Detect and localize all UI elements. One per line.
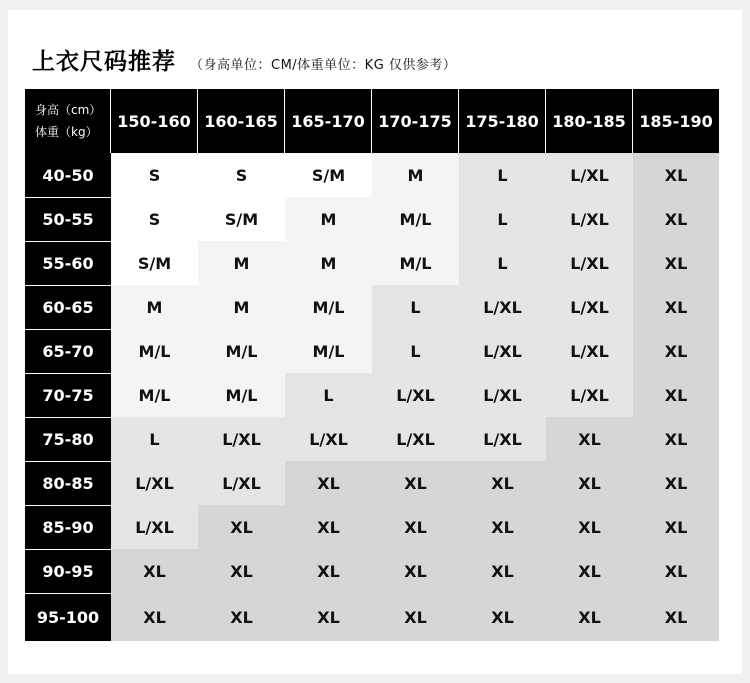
size-cell: XL	[372, 593, 459, 641]
size-cell: XL	[633, 329, 719, 373]
size-cell: L	[111, 417, 198, 461]
size-cell: L/XL	[546, 285, 633, 329]
size-cell: S	[111, 153, 198, 197]
size-cell: XL	[198, 505, 285, 549]
size-cell: L/XL	[459, 285, 546, 329]
size-cell: XL	[198, 549, 285, 593]
size-cell: XL	[459, 549, 546, 593]
size-cell: M/L	[111, 373, 198, 417]
weight-row-header: 75-80	[25, 417, 111, 461]
size-cell: XL	[285, 461, 372, 505]
height-header: 185-190	[633, 89, 719, 153]
size-cell: L/XL	[111, 505, 198, 549]
size-cell: L/XL	[285, 417, 372, 461]
size-cell: L/XL	[546, 197, 633, 241]
weight-row-header: 85-90	[25, 505, 111, 549]
size-cell: M/L	[111, 329, 198, 373]
size-cell: L	[285, 373, 372, 417]
header-row	[25, 89, 719, 153]
size-cell: XL	[546, 461, 633, 505]
size-cell: XL	[285, 549, 372, 593]
size-cell: L/XL	[372, 373, 459, 417]
table-row	[25, 153, 719, 197]
table-row	[25, 197, 719, 241]
size-cell: S/M	[285, 153, 372, 197]
size-cell: XL	[633, 549, 719, 593]
table-row	[25, 373, 719, 417]
size-cell: XL	[633, 285, 719, 329]
corner-height-label: 身高（cm）	[35, 103, 102, 117]
size-cell: S/M	[111, 241, 198, 285]
table-row	[25, 549, 719, 593]
size-cell: XL	[546, 505, 633, 549]
weight-row-header: 65-70	[25, 329, 111, 373]
weight-row-header: 55-60	[25, 241, 111, 285]
size-cell: XL	[111, 593, 198, 641]
size-cell: L	[459, 153, 546, 197]
table-row	[25, 417, 719, 461]
size-cell: L/XL	[546, 153, 633, 197]
height-header: 160-165	[198, 89, 285, 153]
size-cell: M/L	[372, 241, 459, 285]
table-row	[25, 241, 719, 285]
size-cell: L/XL	[372, 417, 459, 461]
corner-header	[25, 89, 111, 153]
size-cell: XL	[372, 461, 459, 505]
size-cell: S/M	[198, 197, 285, 241]
size-cell: M/L	[372, 197, 459, 241]
height-header: 150-160	[111, 89, 198, 153]
weight-row-header: 95-100	[25, 593, 111, 641]
table-row	[25, 505, 719, 549]
size-cell: L/XL	[459, 417, 546, 461]
size-cell: XL	[633, 505, 719, 549]
size-cell: XL	[633, 373, 719, 417]
size-cell: XL	[111, 549, 198, 593]
title-row	[32, 43, 456, 77]
weight-row-header: 50-55	[25, 197, 111, 241]
size-cell: L	[459, 241, 546, 285]
size-cell: M	[198, 285, 285, 329]
size-cell: L	[372, 329, 459, 373]
height-header: 165-170	[285, 89, 372, 153]
table-row	[25, 329, 719, 373]
size-cell: L/XL	[459, 373, 546, 417]
corner-weight-label: 体重（kg）	[35, 125, 98, 139]
size-cell: M	[198, 241, 285, 285]
weight-row-header: 70-75	[25, 373, 111, 417]
size-cell: XL	[459, 461, 546, 505]
size-cell: L	[372, 285, 459, 329]
size-cell: S	[111, 197, 198, 241]
size-cell: L/XL	[459, 329, 546, 373]
size-cell: XL	[633, 197, 719, 241]
weight-row-header: 80-85	[25, 461, 111, 505]
size-cell: S	[198, 153, 285, 197]
page-title: 上衣尺码推荐	[32, 49, 176, 75]
size-cell: L/XL	[111, 461, 198, 505]
size-cell: XL	[633, 417, 719, 461]
size-cell: XL	[285, 505, 372, 549]
size-cell: XL	[459, 505, 546, 549]
size-cell: M	[285, 241, 372, 285]
size-cell: M	[372, 153, 459, 197]
size-cell: XL	[546, 549, 633, 593]
size-cell: M/L	[285, 285, 372, 329]
height-header: 180-185	[546, 89, 633, 153]
table-row	[25, 593, 719, 641]
size-cell: L/XL	[198, 461, 285, 505]
size-cell: XL	[372, 505, 459, 549]
size-cell: XL	[633, 153, 719, 197]
size-cell: XL	[546, 593, 633, 641]
size-table	[25, 89, 719, 641]
table-row	[25, 461, 719, 505]
table-body	[25, 153, 719, 641]
size-cell: L/XL	[198, 417, 285, 461]
size-cell: M/L	[198, 373, 285, 417]
height-header: 175-180	[459, 89, 546, 153]
size-cell: M/L	[285, 329, 372, 373]
table-row	[25, 285, 719, 329]
unit-note: （身高单位：CM/体重单位：KG 仅供参考）	[190, 58, 457, 73]
size-cell: XL	[546, 417, 633, 461]
size-cell: XL	[285, 593, 372, 641]
size-cell: XL	[372, 549, 459, 593]
size-cell: L/XL	[546, 329, 633, 373]
weight-row-header: 60-65	[25, 285, 111, 329]
size-cell: M	[111, 285, 198, 329]
size-cell: L	[459, 197, 546, 241]
size-cell: XL	[198, 593, 285, 641]
size-cell: M/L	[198, 329, 285, 373]
height-header: 170-175	[372, 89, 459, 153]
size-cell: L/XL	[546, 373, 633, 417]
size-cell: XL	[633, 593, 719, 641]
size-cell: L/XL	[546, 241, 633, 285]
weight-row-header: 40-50	[25, 153, 111, 197]
size-cell: XL	[459, 593, 546, 641]
weight-row-header: 90-95	[25, 549, 111, 593]
size-cell: XL	[633, 461, 719, 505]
size-cell: M	[285, 197, 372, 241]
size-cell: XL	[633, 241, 719, 285]
